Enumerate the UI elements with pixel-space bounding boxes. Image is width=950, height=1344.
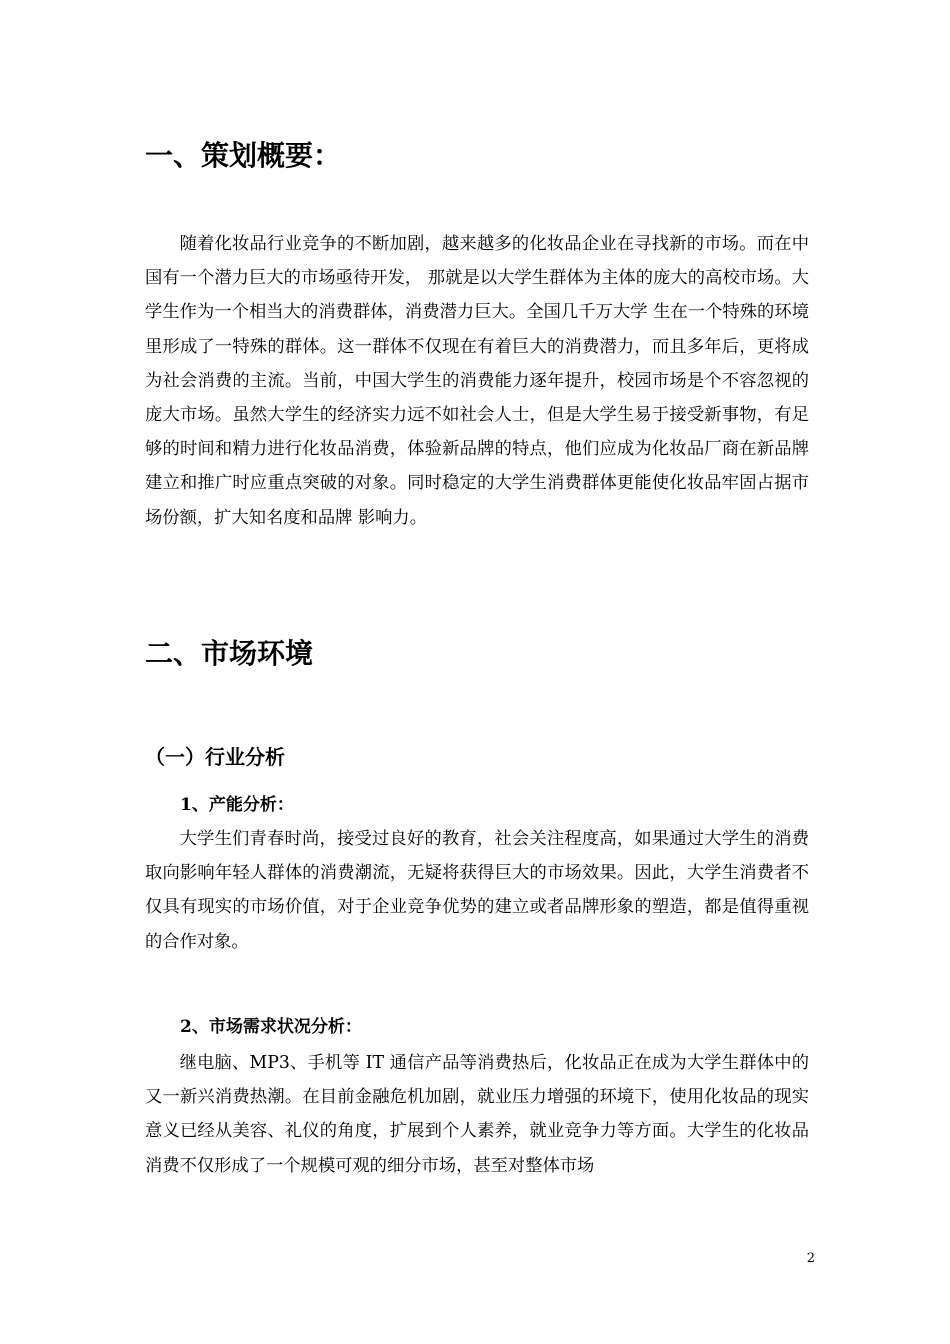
planning-overview-paragraph: 随着化妆品行业竞争的不断加剧，越来越多的化妆品企业在寻找新的市场。而在中国有一个潜力巨大的市场亟待开发， 那就是以大学生群体为主体的庞大的高校市场。大学生作为一个相当大的消费群体，消费潜力巨大。全国几千万大学 生在一个特殊的环境里形成了一特殊的群体。这一群体不仅现在有着巨大的消费潜力，而且多年后，更将成为社会消费的主流。当前，中国大学生的消费能力逐年提升，校园市场是个不容忽视的庞大市场。虽然大学生的经济实力远不如社会人士，但是大学生易于接受新事物，有足够的时间和精力进行化妆品消费，体验新品牌的特点，他们应成为化妆品厂商在新品牌建立和推广时应重点突破的对象。同时稳定的大学生消费群体更能使化妆品牢固占据市场份额，扩大知名度和品牌 影响力。	[145, 234, 809, 528]
item-heading-market-demand-analysis: 2、市场需求状况分析：	[180, 1017, 362, 1037]
capacity-analysis-paragraph: 大学生们青春时尚，接受过良好的教育，社会关注程度高，如果通过大学生的消费取向影响年轻人群体的消费潮流，无疑将获得巨大的市场效果。因此，大学生消费者不仅具有现实的市场价值，对于企业竞争优势的建立或者品牌形象的塑造，都是值得重视的合作对象。	[145, 829, 809, 952]
page-number: 2	[806, 1251, 815, 1266]
item-heading-capacity-analysis: 1、产能分析：	[180, 795, 294, 815]
section-heading-planning-overview: 一、策划概要：	[145, 139, 342, 172]
market-demand-paragraph: 继电脑、MP3、手机等 IT 通信产品等消费热后，化妆品正在成为大学生群体中的又一新兴消费热潮。在目前金融危机加剧，就业压力增强的环境下，使用化妆品的现实意义已经从美容、礼仪的角度，扩展到个人素养，就业竞争力等方面。大学生的化妆品消费不仅形成了一个规模可观的细分市场，甚至对整体市场	[145, 1053, 809, 1176]
section-heading-market-environment: 二、市场环境	[145, 637, 314, 670]
subsection-heading-industry-analysis: （一）行业分析	[145, 745, 285, 769]
